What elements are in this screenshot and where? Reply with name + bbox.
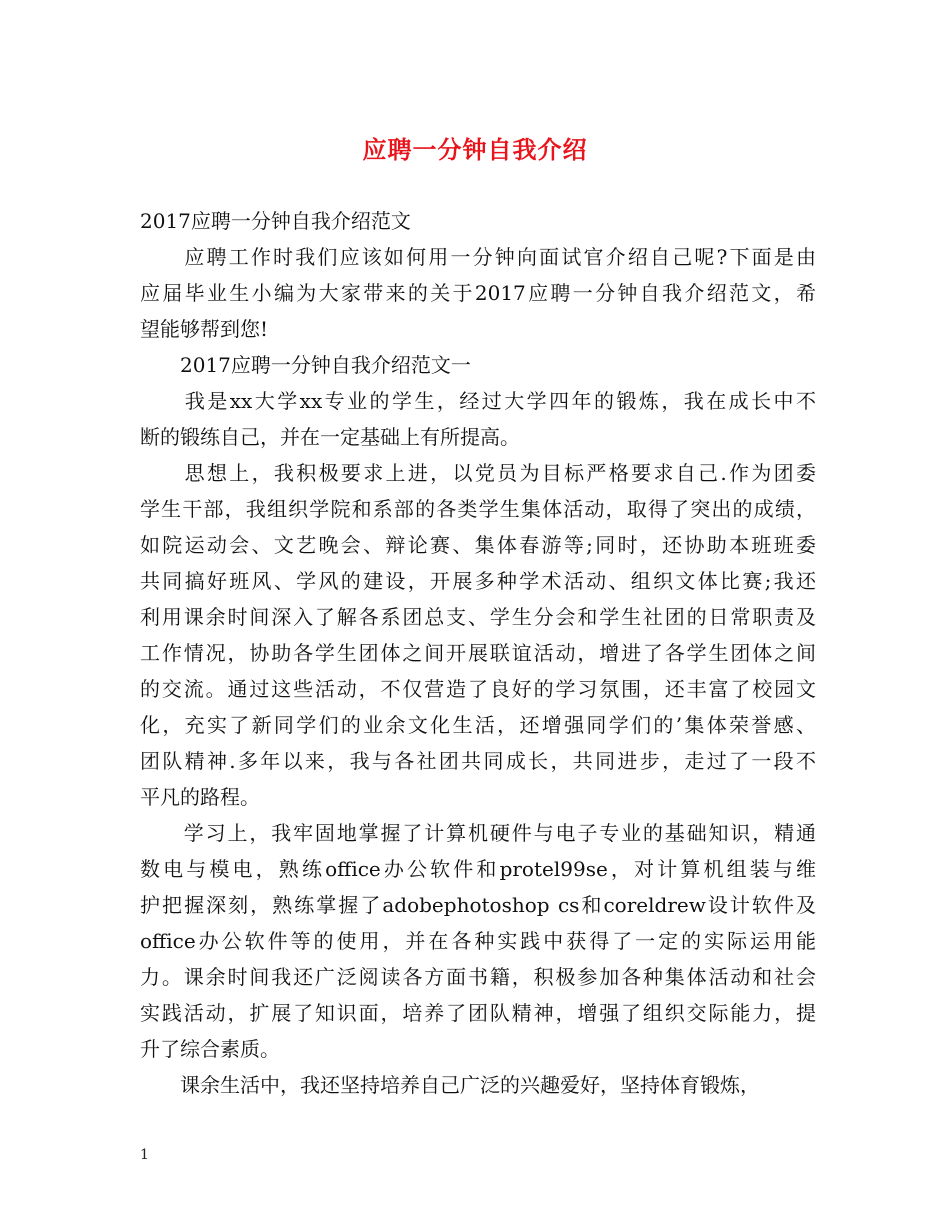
document-title: 应聘一分钟自我介绍 [362, 135, 588, 164]
text-line: 2017应聘一分钟自我介绍范文一 [140, 353, 471, 377]
text-line: 平凡的路程。 [140, 785, 260, 809]
text-line: 团队精神.多年以来，我与各社团共同成长，共同进步，走过了一段不 [140, 749, 816, 773]
text-line: 工作情况，协助各学生团体之间开展联谊活动，增进了各学生团体之间 [140, 641, 816, 665]
text-line: 护把握深刻，熟练掌握了adobephotoshop cs和coreldrew设计软件及 [140, 893, 816, 917]
text-line: 学生干部，我组织学院和系部的各类学生集体活动，取得了突出的成绩， [140, 497, 816, 521]
text-line: office办公软件等的使用，并在各种实践中获得了一定的实际运用能 [140, 929, 816, 953]
text-line: 我是xx大学xx专业的学生，经过大学四年的锻炼，我在成长中不 [140, 389, 816, 413]
text-line: 思想上，我积极要求上进，以党员为目标严格要求自己.作为团委 [140, 461, 816, 485]
text-line: 断的锻练自己，并在一定基础上有所提高。 [140, 425, 520, 449]
text-line: 共同搞好班风、学风的建设，开展多种学术活动、组织文体比赛;我还 [140, 569, 816, 593]
text-line: 数电与模电，熟练office办公软件和protel99se，对计算机组装与维 [140, 857, 816, 881]
page-number: 1 [140, 1147, 149, 1163]
text-line: 课余生活中，我还坚持培养自己广泛的兴趣爱好，坚持体育锻炼， [140, 1073, 760, 1097]
text-line: 学习上，我牢固地掌握了计算机硬件与电子专业的基础知识，精通 [140, 821, 816, 845]
text-line: 升了综合素质。 [140, 1037, 280, 1061]
text-line: 2017应聘一分钟自我介绍范文 [140, 209, 411, 233]
document-body [140, 203, 816, 1103]
text-line: 实践活动，扩展了知识面，培养了团队精神，增强了组织交际能力，提 [140, 1001, 816, 1025]
text-line: 利用课余时间深入了解各系团总支、学生分会和学生社团的日常职责及 [140, 605, 816, 629]
text-line: 应聘工作时我们应该如何用一分钟向面试官介绍自己呢?下面是由 [140, 245, 816, 269]
text-line: 如院运动会、文艺晚会、辩论赛、集体春游等;同时，还协助本班班委 [140, 533, 816, 557]
text-line: 望能够帮到您! [140, 317, 269, 341]
text-line: 应届毕业生小编为大家带来的关于2017应聘一分钟自我介绍范文，希 [140, 281, 816, 305]
text-line: 力。课余时间我还广泛阅读各方面书籍，积极参加各种集体活动和社会 [140, 965, 816, 989]
text-line: 的交流。通过这些活动，不仅营造了良好的学习氛围，还丰富了校园文 [140, 677, 816, 701]
text-line: 化，充实了新同学们的业余文化生活，还增强同学们的’集体荣誉感、 [140, 713, 816, 737]
